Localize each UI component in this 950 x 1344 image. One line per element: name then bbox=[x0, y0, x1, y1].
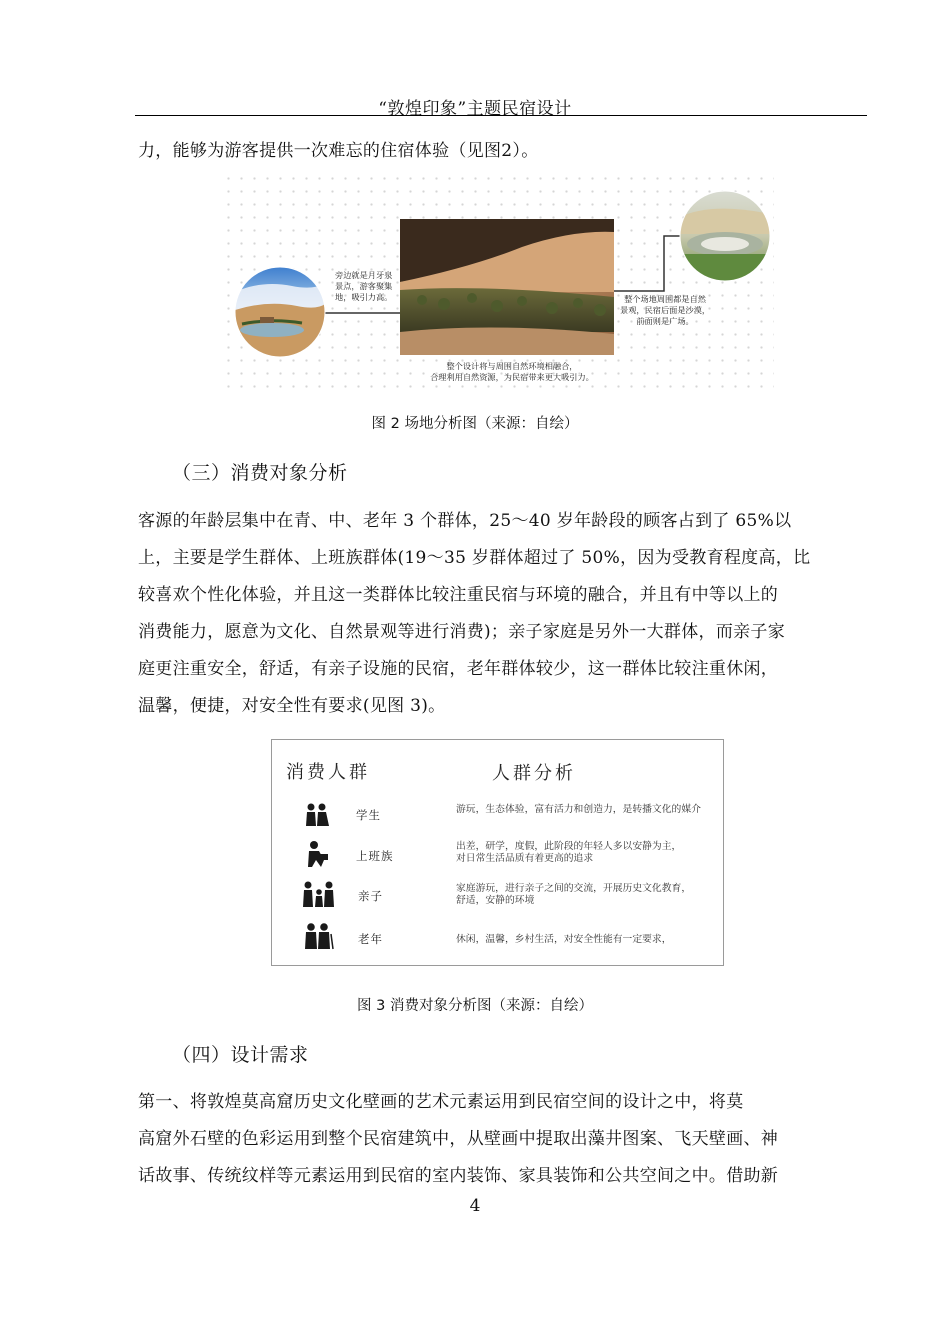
group-label: 老年 bbox=[358, 932, 383, 946]
group-description bbox=[456, 841, 681, 865]
annotation-left-line: 旁边就是月牙泉 bbox=[335, 270, 393, 280]
section-3-line: 消费能力，愿意为文化、自然景观等进行消费)；亲子家庭是另外一大群体，而亲子家 bbox=[138, 622, 786, 642]
figure-3-consumer-analysis bbox=[271, 739, 724, 966]
annotation-bottom-line: 整个设计将与周围自然环境相融合， bbox=[446, 361, 578, 371]
section-3-heading: （三）消费对象分析 bbox=[172, 462, 348, 484]
elderly-icon bbox=[302, 922, 334, 950]
annotation-left bbox=[335, 270, 392, 303]
annotation-right-line: 前面则是广场。 bbox=[636, 316, 694, 326]
group-description bbox=[456, 804, 701, 816]
section-3-line: 上，主要是学生群体、上班族群体(19～35 岁群体超过了 50%，因为受教育程度高，比 bbox=[138, 548, 811, 568]
section-4-line: 高窟外石壁的色彩运用到整个民宿建筑中，从壁画中提取出藻井图案、飞天壁画、神 bbox=[138, 1129, 779, 1149]
intro-line: 力，能够为游客提供一次难忘的住宿体验（见图2）。 bbox=[138, 141, 539, 161]
group-description-line: 舒适，安静的环境 bbox=[456, 895, 535, 906]
dunes-oasis-photo bbox=[400, 219, 614, 355]
office-worker-icon bbox=[302, 840, 332, 868]
connector-right bbox=[614, 236, 680, 291]
running-header: “敦煌印象”主题民宿设计 bbox=[378, 99, 572, 119]
section-4-line: 第一、将敦煌莫高窟历史文化壁画的艺术元素运用到民宿空间的设计之中，将莫 bbox=[138, 1092, 744, 1112]
section-4-heading: （四）设计需求 bbox=[172, 1044, 309, 1066]
group-description-line: 对日常生活品质有着更高的追求 bbox=[456, 853, 594, 864]
group-label: 学生 bbox=[356, 808, 381, 822]
figure-2-caption: 图 2 场地分析图（来源：自绘） bbox=[371, 416, 579, 432]
annotation-left-line: 地，吸引力高。 bbox=[335, 292, 393, 302]
group-label: 亲子 bbox=[358, 889, 383, 903]
section-3-line: 温馨，便捷，对安全性有要求(见图 3)。 bbox=[138, 696, 446, 716]
figure-3-header-analysis: 人群分析 bbox=[492, 763, 576, 784]
group-label: 上班族 bbox=[356, 849, 394, 863]
group-description bbox=[456, 934, 672, 946]
group-description bbox=[456, 883, 691, 907]
family-icon bbox=[302, 880, 336, 908]
figure-2-site-analysis bbox=[222, 172, 774, 394]
figure-3-caption: 图 3 消费对象分析图（来源：自绘） bbox=[357, 998, 593, 1014]
header-rule bbox=[135, 115, 867, 116]
group-description-line: 家庭游玩，进行亲子之间的交流，开展历史文化教育， bbox=[456, 883, 692, 894]
annotation-right bbox=[620, 294, 710, 327]
section-3-line: 客源的年龄层集中在青、中、老年 3 个群体，25～40 岁年龄段的顾客占到了 65%以 bbox=[138, 511, 792, 531]
student-icon bbox=[302, 802, 332, 828]
section-4-line: 话故事、传统纹样等元素运用到民宿的室内装饰、家具装饰和公共空间之中。借助新 bbox=[138, 1166, 779, 1186]
section-3-line: 庭更注重安全，舒适，有亲子设施的民宿，老年群体较少，这一群体比较注重休闲， bbox=[138, 659, 779, 679]
section-3-line: 较喜欢个性化体验，并且这一类群体比较注重民宿与环境的融合，并且有中等以上的 bbox=[138, 585, 779, 605]
page-number: 4 bbox=[469, 1196, 481, 1216]
annotation-left-line: 景点，游客聚集 bbox=[335, 281, 393, 291]
group-description-line: 出差，研学，度假，此阶段的年轻人多以安静为主， bbox=[456, 841, 682, 852]
group-description-line: 游玩，生态体验，富有活力和创造力，是转播文化的媒介 bbox=[456, 804, 701, 815]
figure-3-header-groups: 消费人群 bbox=[286, 762, 370, 783]
annotation-bottom-line: 合理利用自然资源，为民宿带来更大吸引力。 bbox=[430, 372, 594, 382]
annotation-bottom bbox=[422, 361, 602, 383]
group-description-line: 休闲，温馨，乡村生活，对安全性能有一定要求， bbox=[456, 934, 672, 945]
annotation-right-line: 整个场地周围都是自然 bbox=[624, 294, 706, 304]
annotation-right-line: 景观，民宿后面是沙漠， bbox=[620, 305, 711, 315]
